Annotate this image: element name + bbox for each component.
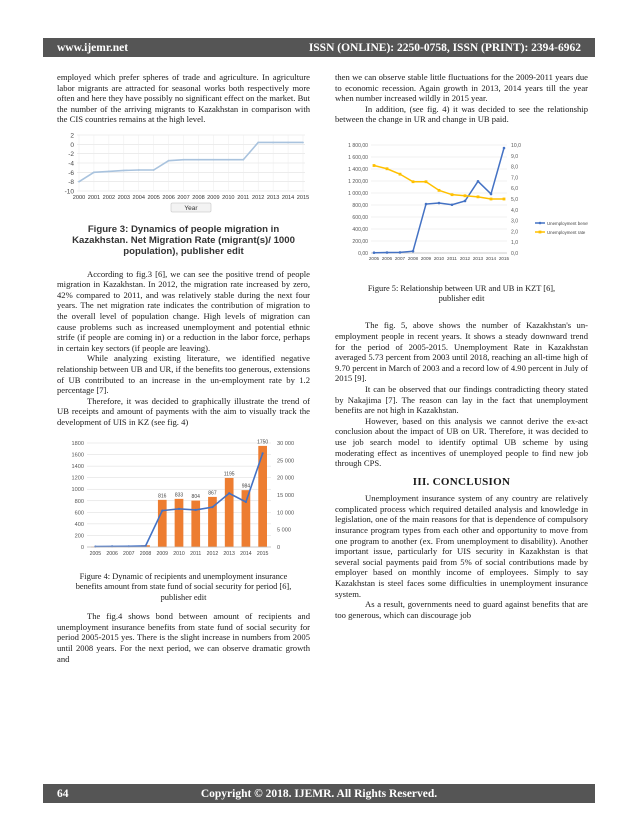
x-tick-label: 2007 xyxy=(123,551,135,558)
copyright-notice: Copyright © 2018. IJEMR. All Rights Reserved. xyxy=(200,787,438,800)
bar xyxy=(191,501,200,547)
data-point xyxy=(477,180,480,183)
right-axis-tick: 5 000 xyxy=(277,528,291,535)
data-point xyxy=(386,167,389,170)
data-point xyxy=(94,546,96,548)
legend-marker xyxy=(539,231,542,234)
x-tick-label: 2004 xyxy=(132,194,145,201)
right-axis-tick: 20 000 xyxy=(277,476,295,483)
chart-background xyxy=(57,435,310,559)
x-tick-label: 2007 xyxy=(177,194,190,201)
left-axis-tick: 800 xyxy=(74,499,84,506)
y-tick-label: -2 xyxy=(68,151,74,159)
left-axis-tick: 1 800,00 xyxy=(348,142,368,149)
right-axis-tick: 5,0 xyxy=(511,196,519,203)
y-tick-label: -10 xyxy=(64,188,74,196)
data-point xyxy=(178,508,180,510)
left-axis-tick: 1200 xyxy=(71,476,84,483)
data-point xyxy=(198,159,200,161)
data-point xyxy=(211,507,213,509)
bar xyxy=(225,478,234,547)
x-tick-label: 2009 xyxy=(156,551,169,558)
left-axis-tick: 600 xyxy=(74,510,84,517)
legend-label: Unemployment rate xyxy=(547,229,586,235)
data-point xyxy=(464,200,467,203)
right-column xyxy=(335,72,588,620)
x-tick-label: 2010 xyxy=(173,551,185,558)
x-tick-label: 2014 xyxy=(281,194,295,201)
data-point xyxy=(464,194,467,197)
data-point xyxy=(213,159,215,161)
data-label: 1750 xyxy=(257,439,269,446)
figure-5 xyxy=(335,139,588,304)
data-point xyxy=(272,142,274,144)
paragraph: The fig. 5, above shows the number of Kazakhstan's un-employment people in recent years. It shows a steady downward trend for the period of 2005-2015. Unemployment Rate in Kazakhstan averaged 5.73 percent from 2003 until 2018, reaching an all-time high of 9.70 percent in March of 2003 and a record low of 4.90 percent in July of 2015 [9]. xyxy=(335,320,588,384)
journal-issn: ISSN (ONLINE): 2250-0758, ISSN (PRINT): 2394-6962 xyxy=(308,41,581,54)
left-axis-tick: 200,00 xyxy=(352,238,368,245)
left-axis-tick: 1400 xyxy=(71,464,84,471)
y-tick-label: -6 xyxy=(68,169,74,177)
data-point xyxy=(477,195,480,198)
x-tick-label: 2007 xyxy=(394,255,406,261)
x-tick-label: 2013 xyxy=(266,194,280,201)
right-axis-tick: 30 000 xyxy=(277,441,295,448)
data-point xyxy=(195,509,197,511)
paragraph: It can be observed that our findings contradicting theory stated by Nakajima [7]. The reason can lay in the fact that unemployment benefits are not high in Kazakhstan. xyxy=(335,383,588,416)
data-point xyxy=(438,189,441,192)
bar xyxy=(242,491,251,548)
data-point xyxy=(245,501,247,503)
section-heading: III. CONCLUSION xyxy=(412,475,511,488)
right-axis-tick: 9,0 xyxy=(511,153,519,160)
data-point xyxy=(262,453,264,455)
paragraph: employed which prefer spheres of trade and agriculture. In agriculture labor migrants are attracted for seasonal works both respectively more often and here they have possibly no significant effect on the market. But the number of the arriving migrants to Kazakhstan in comparison with the CIS countries remains at the high level. xyxy=(57,72,310,125)
data-point xyxy=(438,202,441,205)
x-tick-label: 2009 xyxy=(207,194,220,201)
data-label: 804 xyxy=(191,494,200,501)
data-point xyxy=(373,251,376,254)
x-tick-label: 2011 xyxy=(447,255,457,261)
data-point xyxy=(302,142,304,144)
paragraph: Unemployment insurance system of any country are relatively complicated process which required detailed analysis and knowledge in legislation, one of the main reasons for that is dependence of compulsory insurance program types from each other and opportunity to move from one program to another (ex. From unemployment to disability). Another important issue, particularly for UIS security in Kazakhstan is that several social payments paid from 5% of social contributions made by employer based on monthly income of employees. Simply to say Kazakhstan is steel faces some difficulties in unemployment insurance system. xyxy=(335,493,588,599)
right-axis-tick: 25 000 xyxy=(277,458,295,465)
right-axis-tick: 2,0 xyxy=(511,229,519,236)
left-axis-tick: 1000 xyxy=(71,487,84,494)
x-tick-label: 2011 xyxy=(190,551,202,558)
x-tick-label: 2008 xyxy=(139,551,152,558)
y-tick-label: -4 xyxy=(68,160,74,168)
figure-3-chart xyxy=(57,131,310,215)
figure-3-caption: Figure 3: Dynamics of people migration in Kazakhstan. Net Migration Rate (migrant(s)/ 1000 population), publisher edit xyxy=(72,223,295,257)
paragraph: In addition, (see fig. 4) it was decided to see the relationship between the change in UR and change in UB paid. xyxy=(335,103,588,125)
data-point xyxy=(412,180,415,183)
x-tick-label: 2006 xyxy=(106,551,118,558)
figure-4-caption: Figure 4: Dynamic of recipients and unemployment insurance benefits amount from state fund of social security for period [6], publisher edit xyxy=(75,572,292,602)
right-axis-tick: 4,0 xyxy=(511,207,519,214)
data-point xyxy=(451,193,454,196)
x-tick-label: 2006 xyxy=(381,255,393,261)
data-point xyxy=(503,147,506,150)
data-point xyxy=(78,181,80,183)
journal-website[interactable]: www.ijemr.net xyxy=(57,41,129,54)
x-tick-label: 2010 xyxy=(222,194,235,201)
y-tick-label: 2 xyxy=(70,132,74,140)
left-axis-tick: 400,00 xyxy=(352,226,368,233)
x-tick-label: 2011 xyxy=(237,194,250,201)
x-tick-label: 2012 xyxy=(459,255,471,261)
data-point xyxy=(257,142,259,144)
bar xyxy=(175,499,184,547)
right-axis-tick: 10,0 xyxy=(511,142,521,149)
x-tick-label: 2015 xyxy=(498,255,510,261)
right-axis-tick: 1,0 xyxy=(511,240,519,247)
data-point xyxy=(138,169,140,171)
data-point xyxy=(168,160,170,162)
legend-marker xyxy=(539,222,542,225)
x-tick-label: 2015 xyxy=(256,551,269,558)
chart-background xyxy=(335,139,588,267)
data-point xyxy=(287,142,289,144)
data-label: 1195 xyxy=(223,471,235,478)
x-tick-label: 2008 xyxy=(407,255,419,261)
data-point xyxy=(93,171,95,173)
data-point xyxy=(425,180,428,183)
data-point xyxy=(242,159,244,161)
figure-4 xyxy=(57,435,310,603)
data-point xyxy=(451,203,454,206)
left-axis-tick: 0,00 xyxy=(358,250,368,257)
left-axis-tick: 800,00 xyxy=(352,202,368,209)
x-tick-label: 2002 xyxy=(102,194,116,201)
left-axis-tick: 1 600,00 xyxy=(348,154,368,161)
figure-3 xyxy=(57,131,310,257)
x-tick-label: 2001 xyxy=(87,194,101,201)
paragraph: The fig.4 shows bond between amount of recipients and unemployment insurance benefits from state fund of social security for period 2005-2015 yes. There is the slight increase in numbers from 2005 until 2008 years. For the next period, we can observe dramatic growth and xyxy=(57,611,310,664)
left-axis-tick: 600,00 xyxy=(352,214,368,221)
x-tick-label: 2010 xyxy=(433,255,445,261)
figure-5-chart xyxy=(335,139,588,267)
header-bar xyxy=(43,38,595,57)
x-tick-label: 2013 xyxy=(223,551,235,558)
left-column xyxy=(57,72,310,664)
right-axis-tick: 6,0 xyxy=(511,186,519,193)
data-point xyxy=(183,159,185,161)
left-axis-tick: 1 200,00 xyxy=(348,178,368,185)
data-point xyxy=(227,159,229,161)
legend-label: Unemployment benefit xyxy=(547,220,588,226)
figure-5-caption: Figure 5: Relationship between UR and UB in KZT [6], publisher edit xyxy=(367,283,556,303)
paragraph: then we can observe stable little fluctuations for the 2009-2011 years due to economic recession. Again growth in 2013, 2014 years till the year when number increased wildly in 2015 year. xyxy=(335,72,588,104)
x-tick-label: 2013 xyxy=(472,255,484,261)
left-axis-tick: 1 000,00 xyxy=(348,190,368,197)
x-tick-label: 2005 xyxy=(368,255,380,261)
data-point xyxy=(123,170,125,172)
x-tick-label: 2000 xyxy=(72,194,86,201)
data-point xyxy=(108,170,110,172)
right-axis-tick: 15 000 xyxy=(277,493,295,500)
right-axis-tick: 10 000 xyxy=(277,510,295,517)
data-label: 984 xyxy=(241,484,251,491)
data-point xyxy=(153,169,155,171)
data-point xyxy=(161,510,163,512)
right-axis-tick: 3,0 xyxy=(511,218,519,225)
x-tick-label: 2015 xyxy=(296,194,310,201)
x-tick-label: 2012 xyxy=(206,551,219,558)
right-axis-tick: 7,0 xyxy=(511,175,519,182)
left-axis-tick: 200 xyxy=(74,533,84,540)
x-tick-label: 2008 xyxy=(192,194,205,201)
data-point xyxy=(399,251,402,254)
page-number: 64 xyxy=(57,787,69,800)
x-tick-label: 2012 xyxy=(251,194,265,201)
left-axis-tick: 0 xyxy=(80,545,84,552)
data-point xyxy=(503,198,506,201)
data-point xyxy=(425,203,428,206)
x-tick-label: 2003 xyxy=(117,194,131,201)
x-tick-label: 2014 xyxy=(240,551,252,558)
paragraph: As a result, governments need to guard against benefits that are too generous, which can discourage job xyxy=(335,599,588,620)
right-axis-tick: 8,0 xyxy=(511,164,519,171)
x-tick-label: 2005 xyxy=(147,194,160,201)
right-axis-tick: 0 xyxy=(277,545,281,552)
left-axis-tick: 1800 xyxy=(71,441,84,448)
x-tick-label: 2006 xyxy=(162,194,175,201)
y-tick-label: -8 xyxy=(68,179,74,187)
x-tick-label: 2005 xyxy=(89,551,102,558)
right-axis-tick: 0,0 xyxy=(511,250,519,257)
x-tick-label: 2014 xyxy=(485,255,497,261)
paragraph: Therefore, it was decided to graphically illustrate the trend of UB receipts and amount of payments with the aim to visually track the development of UIS in KZ (see fig. 4) xyxy=(57,395,310,427)
x-axis-title: Year xyxy=(184,204,198,212)
data-label: 833 xyxy=(174,492,184,499)
bar xyxy=(158,500,167,547)
y-tick-label: 0 xyxy=(70,141,74,149)
left-axis-tick: 1600 xyxy=(71,453,84,460)
paragraph: While analyzing existing literature, we identified negative relationship between UB and UR, if the benefits too generous, extensions of UB contributed to an increase in the un-employment rate by 1.2 percentage [7]. xyxy=(57,353,310,396)
data-point xyxy=(373,164,376,167)
data-point xyxy=(399,173,402,176)
data-point xyxy=(412,250,415,253)
data-label: 867 xyxy=(208,490,217,497)
x-tick-label: 2009 xyxy=(420,255,432,261)
left-axis-tick: 1 400,00 xyxy=(348,166,368,173)
figure-4-chart xyxy=(57,435,310,559)
data-point xyxy=(228,493,230,495)
data-point xyxy=(386,251,389,254)
left-axis-tick: 400 xyxy=(74,522,84,529)
paragraph: According to fig.3 [6], we can see the positive trend of people migration in Kazakhstan. In 2012, the migration rate increased by zero, 42% compared to 2011, and was relatively stable during the next four years. The net migration rate indicates the contribution of migration to the overall level of population change. High levels of migration can cause problems such as increased unemployment and potential ethnic strife (if people are coming in) or a reduction in the labor force, perhaps in certain key sectors (if people are leaving). xyxy=(57,268,310,353)
footer-bar xyxy=(43,784,595,803)
data-point xyxy=(490,198,493,201)
data-label: 816 xyxy=(158,493,167,500)
paragraph: However, based on this analysis we cannot derive the ex-act conclusion about the impact of UB on UR. Therefore, it was decided to use job search model to identify optimal UB scheme by using moderating effect as incentives of unemployed people to find new job through CPS. xyxy=(335,415,588,469)
data-point xyxy=(490,193,493,196)
